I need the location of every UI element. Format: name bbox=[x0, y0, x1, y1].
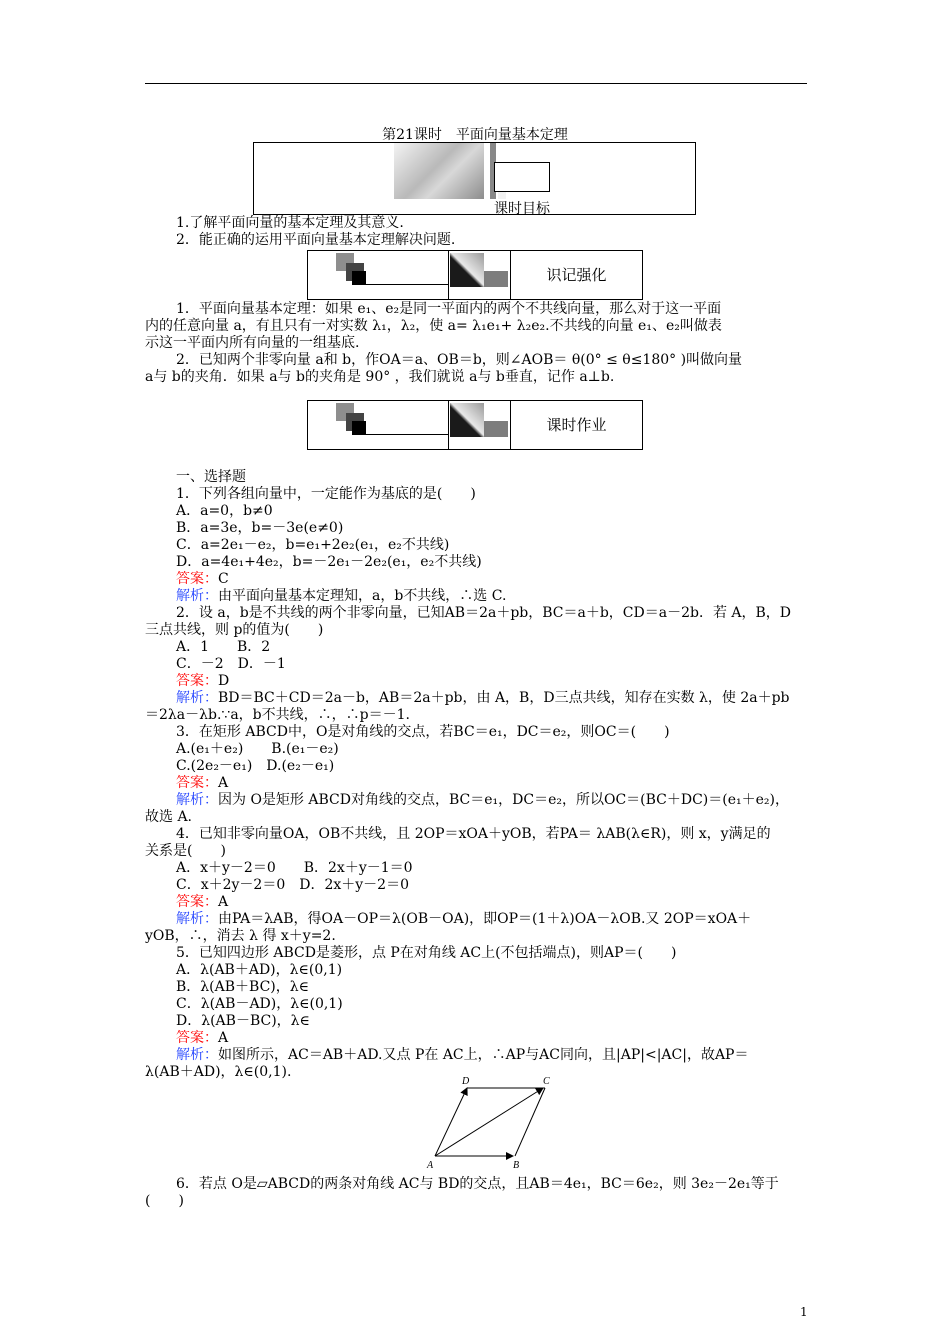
q1-option-c: C．a=2e₁－e₂，b=e₁+2e₂(e₁，e₂不共线) bbox=[176, 537, 450, 553]
q4-options-ab: A．x＋y－2＝0 B．2x＋y－1＝0 bbox=[176, 860, 413, 876]
analysis-label: 解析： bbox=[176, 690, 218, 706]
q5-option-b: B．λ(AB＋BC)，λ∈ bbox=[176, 979, 309, 995]
q3-stem: 3．在矩形 ABCD中，O是对角线的交点，若BC＝e₁，DC＝e₂，则OC＝( ) bbox=[176, 724, 670, 740]
goal-1: 1.了解平面向量的基本定理及其意义. bbox=[176, 215, 404, 231]
q1-answer-value: C bbox=[218, 571, 229, 587]
q2-analysis-text-2: ＝2λa－λb.∵a，b不共线，∴，∴p＝－1. bbox=[145, 707, 410, 723]
theory-line-4: 2．已知两个非零向量 a和 b，作OA＝a、OB＝b，则∠AOB＝ θ(0° ≤ θ≤180° )叫做向量 bbox=[176, 352, 743, 368]
theory-line-1: 1．平面向量基本定理：如果 e₁、e₂是同一平面内的两个不共线向量，那么对于这一平面 bbox=[176, 301, 722, 317]
q5-stem: 5．已知四边形 ABCD是菱形，点 P在对角线 AC上(不包括端点)，则AP＝( ) bbox=[176, 945, 677, 961]
answer-label: 答案： bbox=[176, 775, 218, 791]
q6-stem-2: ( ) bbox=[145, 1193, 184, 1209]
side-bc bbox=[515, 1088, 545, 1156]
q2-options-cd: C．－2 D．－1 bbox=[176, 656, 286, 672]
section-banner-homework bbox=[307, 400, 643, 450]
label-d: D bbox=[462, 1076, 470, 1087]
q3-options-cd: C.(2e₂－e₁) D.(e₂－e₁) bbox=[176, 758, 335, 774]
theory-line-2: 内的任意向量 a，有且只有一对实数 λ₁，λ₂，使 a= λ₁e₁+ λ₂e₂.不共线的向量 e₁、e₂叫做表 bbox=[145, 318, 722, 334]
lesson-title: 第21课时 平面向量基本定理 bbox=[382, 127, 568, 143]
rhombus-diagram bbox=[425, 1073, 555, 1173]
q2-options-ab: A．1 B．2 bbox=[176, 639, 271, 655]
q1-answer bbox=[176, 571, 229, 588]
q4-answer-value: A bbox=[218, 894, 229, 910]
q3-analysis-text-1: 因为 O是矩形 ABCD对角线的交点，BC＝e₁，DC＝e₂，所以OC＝(BC＋DC)＝(e₁＋e₂)， bbox=[218, 792, 789, 808]
page-number: 1 bbox=[800, 1305, 808, 1319]
q3-answer bbox=[176, 775, 228, 792]
analysis-label: 解析： bbox=[176, 588, 218, 604]
q1-analysis bbox=[176, 588, 506, 605]
q2-stem-2: 三点共线，则 p的值为( ) bbox=[145, 622, 324, 638]
banner-image bbox=[394, 143, 484, 199]
part-title: 一、选择题 bbox=[176, 469, 246, 485]
answer-label: 答案： bbox=[176, 894, 218, 910]
q5-analysis-text-2: λ(AB＋AD)，λ∈(0,1). bbox=[145, 1064, 292, 1080]
q1-option-d: D．a=4e₁+4e₂，b=－2e₁－2e₂(e₁，e₂不共线) bbox=[176, 554, 482, 570]
goal-banner bbox=[253, 142, 696, 215]
q5-answer bbox=[176, 1030, 228, 1047]
q3-analysis bbox=[176, 792, 789, 809]
label-a: A bbox=[427, 1160, 434, 1171]
q5-analysis bbox=[176, 1047, 748, 1064]
q1-option-a: A．a=0，b≠0 bbox=[176, 503, 273, 519]
q5-answer-value: A bbox=[218, 1030, 229, 1046]
q3-options-ab: A.(e₁＋e₂) B.(e₁－e₂) bbox=[176, 741, 339, 757]
header-rule bbox=[145, 83, 807, 84]
q1-stem: 1．下列各组向量中，一定能作为基底的是( ) bbox=[176, 486, 476, 502]
analysis-label: 解析： bbox=[176, 792, 218, 808]
theory-line-5: a与 b的夹角．如果 a与 b的夹角是 90° ，我们就说 a与 b垂直，记作 a⊥b. bbox=[145, 369, 615, 385]
q3-answer-value: A bbox=[218, 775, 229, 791]
q5-option-d: D．λ(AB－BC)，λ∈ bbox=[176, 1013, 310, 1029]
q1-analysis-text: 由平面向量基本定理知，a，b不共线，∴选 C. bbox=[218, 588, 507, 604]
q5-option-a: A．λ(AB＋AD)，λ∈(0,1) bbox=[176, 962, 343, 978]
q4-answer bbox=[176, 894, 228, 911]
label-c: C bbox=[543, 1076, 550, 1087]
analysis-label: 解析： bbox=[176, 1047, 218, 1063]
q4-stem-2: 关系是( ) bbox=[145, 843, 226, 859]
q2-stem-1: 2．设 a，b是不共线的两个非零向量，已知AB＝2a＋pb，BC＝a＋b，CD＝a－2b．若 A，B，D bbox=[176, 605, 792, 621]
goal-caption: 课时目标 bbox=[494, 201, 550, 217]
q4-analysis-text-1: 由PA＝λAB，得OA－OP＝λ(OB－OA)，即OP＝(1＋λ)OA－λOB.又 2OP＝xOA＋ bbox=[218, 911, 752, 927]
banner-frame bbox=[494, 162, 550, 192]
q6-stem-1: 6．若点 O是▱ABCD的两条对角线 AC与 BD的交点，且AB＝4e₁，BC＝6e₂，则 3e₂－2e₁等于 bbox=[176, 1176, 779, 1192]
q5-analysis-text-1: 如图所示，AC＝AB＋AD.又点 P在 AC上，∴AP与AC同向，且|AP|<|AC|，故AP＝ bbox=[218, 1047, 749, 1063]
label-b: B bbox=[513, 1160, 520, 1171]
q3-analysis-text-2: 故选 A. bbox=[145, 809, 193, 825]
goal-2: 2．能正确的运用平面向量基本定理解决问题. bbox=[176, 232, 456, 248]
analysis-label: 解析： bbox=[176, 911, 218, 927]
answer-label: 答案： bbox=[176, 1030, 218, 1046]
q1-option-b: B．a=3e，b=－3e(e≠0) bbox=[176, 520, 344, 536]
q5-option-c: C．λ(AB－AD)，λ∈(0,1) bbox=[176, 996, 343, 1012]
answer-label: 答案： bbox=[176, 673, 218, 689]
section-label-memorize: 识记强化 bbox=[546, 266, 607, 284]
q2-answer bbox=[176, 673, 229, 690]
q4-analysis-text-2: yOB，∴，消去 λ 得 x＋y=2. bbox=[145, 928, 336, 944]
q2-analysis bbox=[176, 690, 790, 707]
q2-answer-value: D bbox=[218, 673, 230, 689]
q4-stem-1: 4．已知非零向量OA，OB不共线，且 2OP＝xOA＋yOB，若PA＝ λAB(λ∈R)，则 x，y满足的 bbox=[176, 826, 771, 842]
answer-label: 答案： bbox=[176, 571, 218, 587]
q4-options-cd: C．x＋2y－2＝0 D．2x＋y－2＝0 bbox=[176, 877, 409, 893]
q2-analysis-text-1: BD＝BC＋CD＝2a－b，AB＝2a＋pb，由 A，B，D三点共线，知存在实数 λ，使 2a＋pb bbox=[218, 690, 790, 706]
q4-analysis bbox=[176, 911, 751, 928]
section-banner-memorize bbox=[307, 250, 643, 300]
theory-line-3: 示这一平面内所有向量的一组基底. bbox=[145, 335, 360, 351]
section-label-homework: 课时作业 bbox=[546, 416, 607, 434]
